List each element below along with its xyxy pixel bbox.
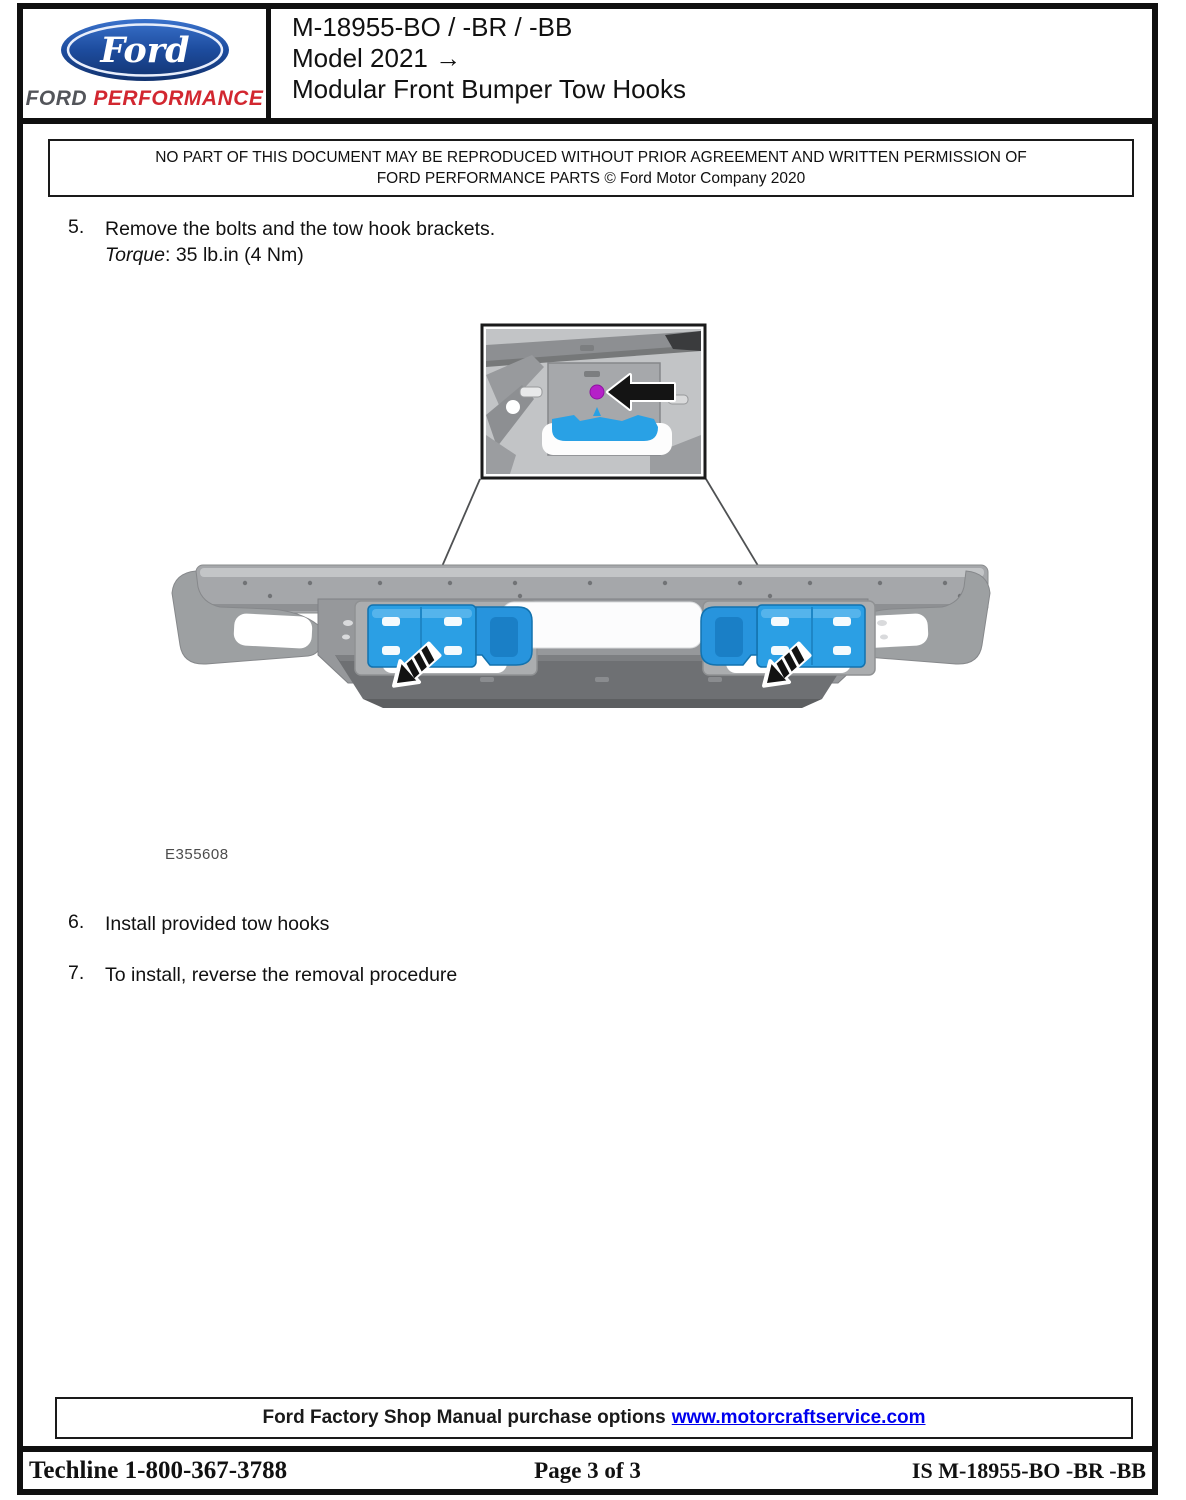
ford-performance-logo [23,9,271,118]
bumper-illustration [172,565,990,708]
instruction-sheet-id: IS M-18955-BO -BR -BB [911,1457,1146,1483]
shop-manual-box [55,1397,1133,1439]
shop-manual-text: Ford Factory Shop Manual purchase options [262,1407,666,1428]
step-7-text: To install, reverse the removal procedure [105,964,458,986]
brand-wordmark [26,87,264,111]
tow-hook-bracket-left [368,605,532,673]
step-7-number: 7. [68,962,85,984]
step-5-number: 5. [68,216,85,238]
step-5-torque [105,242,304,268]
footer-band [23,1452,1152,1489]
step-6-text: Install provided tow hooks [105,913,330,935]
brand-performance-text: PERFORMANCE [93,86,264,110]
brand-ford-text: FORD [25,86,88,110]
product-title: Modular Front Bumper Tow Hooks [292,74,687,104]
copyright-notice-box [48,139,1134,197]
detail-inset-box [482,325,705,478]
figure-id-label: E355608 [165,846,229,863]
ford-oval-icon [59,17,231,83]
detail-bracket-blue [552,415,658,441]
techline-phone: Techline 1-800-367-3788 [29,1456,288,1484]
bumper-figure [150,315,1010,875]
model-year-title: Model 2021 → [292,43,462,73]
torque-value: : 35 lb.in (4 Nm) [165,244,304,266]
torque-label: Torque [105,244,165,266]
bolt-highlight-icon [590,385,604,399]
step-5-text: Remove the bolts and the tow hook brackets. [105,218,496,240]
document-title-block [292,12,1132,105]
detail-inset-content [486,329,701,474]
header-divider [17,118,1158,124]
part-number-title: M-18955-BO / -BR / -BB [292,12,573,42]
notice-line-2: FORD PERFORMANCE PARTS © Ford Motor Company 2020 [376,170,806,187]
step-6-number: 6. [68,911,85,933]
page-number: Page 3 of 3 [534,1457,641,1483]
svg-text:Ford: Ford [99,29,190,71]
motorcraftservice-link[interactable]: www.motorcraftservice.com [671,1407,926,1428]
notice-line-1: NO PART OF THIS DOCUMENT MAY BE REPRODUCED WITHOUT PRIOR AGREEMENT AND WRITTEN PERMISSION OF [155,149,1027,166]
